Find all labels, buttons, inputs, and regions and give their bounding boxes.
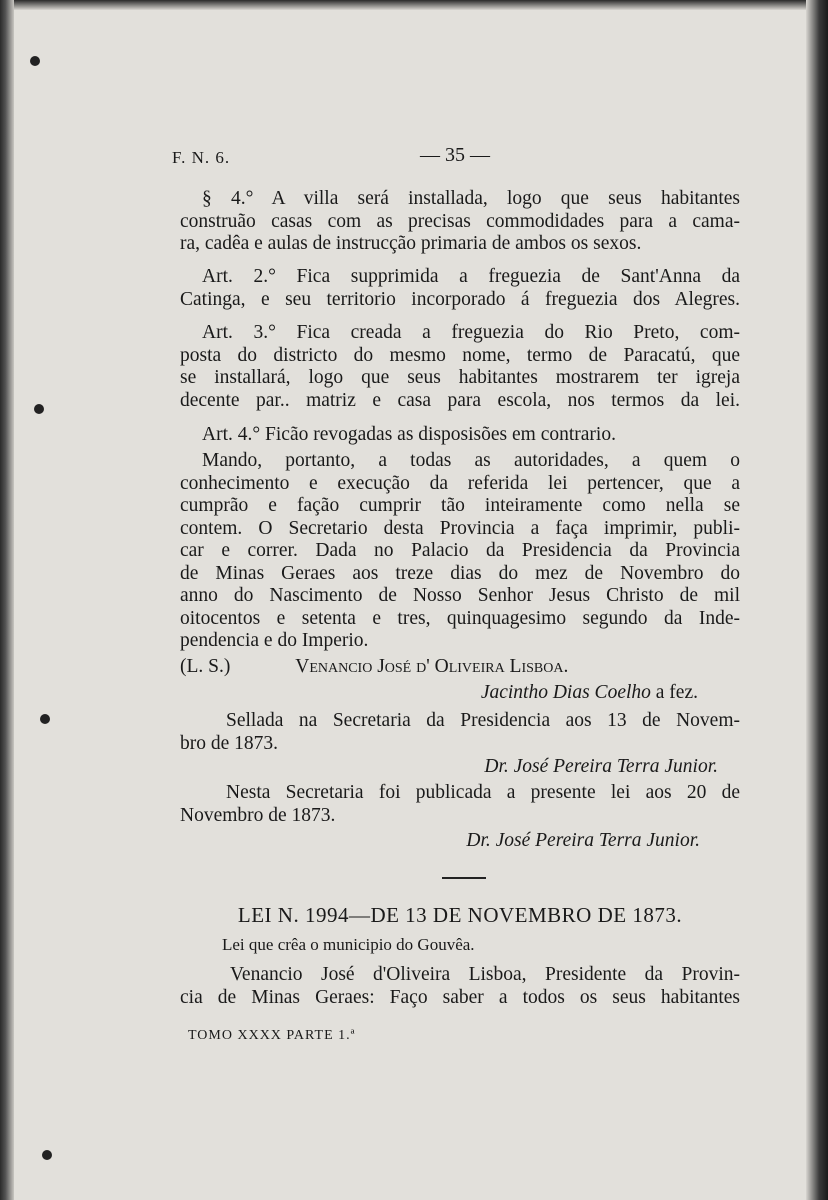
text-line: conhecimento e execução da referida lei pertencer, que a: [180, 472, 740, 494]
secretary-name: Dr. José Pereira Terra Junior.: [466, 830, 700, 851]
binding-hole: [40, 714, 50, 724]
text-line: oitocentos e setenta e tres, quinquagesimo segundo da Inde-: [180, 607, 740, 629]
text-line: Art. 3.° Fica creada a freguezia do Rio Preto, com-: [202, 322, 740, 343]
scribe-line: [180, 682, 740, 705]
secretary-signature-1: [180, 756, 740, 779]
text-line: cumprão e fação cumprir tão inteiramente como nella se: [180, 495, 740, 516]
seal-mark: (L. S.): [180, 656, 231, 677]
text-line: car e correr. Dada no Palacio da Presidencia da Provincia: [180, 540, 740, 561]
secretary-signature-2: [180, 830, 740, 853]
text-line: cia de Minas Geraes: Faço saber a todos os seus habitantes: [180, 986, 740, 1008]
text-line: contem. O Secretario desta Provincia a faça imprimir, publi-: [180, 517, 740, 539]
text-line: Art. 2.° Fica supprimida a freguezia de Sant'Anna da: [202, 266, 740, 287]
text-line: de Minas Geraes aos treze dias do mez de Novembro do: [180, 562, 740, 584]
text-line: posta do districto do mesmo nome, termo de Paracatú, que: [180, 344, 740, 366]
paragraph-mando: [180, 450, 740, 653]
binding-hole: [30, 56, 40, 66]
text-line: Art. 4.° Ficão revogadas as disposisões em contrario.: [202, 424, 616, 445]
signature-row: [180, 656, 740, 679]
text-line: decente par.. matriz e casa para escola, nos termos da lei.: [180, 389, 740, 411]
text-line: anno do Nascimento de Nosso Senhor Jesus Christo de mil: [180, 585, 740, 606]
paragraph-publicada: [180, 782, 740, 827]
section-divider: [442, 877, 486, 879]
text-line: bro de 1873.: [180, 732, 279, 754]
paragraph-article-4: [180, 424, 740, 447]
scribe-name: Jacintho Dias Coelho: [480, 682, 651, 703]
page-header-left: F. N. 6.: [172, 148, 231, 167]
scribe-row: [180, 682, 740, 705]
text-line: Catinga, e seu territorio incorporado á freguezia dos Alegres.: [180, 288, 740, 310]
law-subtitle: [180, 934, 740, 957]
paragraph-sellada: [180, 710, 740, 755]
text-line: Mando, portanto, a todas as autoridades, a quem o: [202, 450, 740, 471]
text-line: construão casas com as precisas commodidades para a cama-: [180, 210, 740, 232]
text-line: Nesta Secretaria foi publicada a presente lei aos 20 de: [226, 782, 740, 803]
scribe-suffix: a fez.: [650, 682, 698, 703]
page-edge-right: [806, 0, 828, 1200]
page-edge-left: [0, 0, 14, 1200]
paragraph-article-3: [180, 322, 740, 412]
law-title: LEI N. 1994—DE 13 DE NOVEMBRO DE 1873.: [237, 903, 683, 927]
page-footer: TOMO XXXX PARTE 1.ª: [188, 1028, 356, 1043]
page-number: — 35 —: [420, 144, 490, 166]
paragraph-section-4: [180, 188, 740, 256]
text-line: Sellada na Secretaria da Presidencia aos 13 de Novem-: [226, 710, 740, 731]
binding-hole: [34, 404, 44, 414]
text-line: Venancio José d'Oliveira Lisboa, Presidente da Provin-: [230, 964, 740, 985]
binding-hole: [42, 1150, 52, 1160]
text-line: pendencia e do Imperio.: [180, 630, 369, 651]
page-edge-top: [0, 0, 828, 10]
law-body: [180, 964, 740, 1009]
signatory-name: Venancio José d' Oliveira Lisboa.: [295, 656, 569, 677]
text-line: § 4.° A villa será installada, logo que seus habitantes: [202, 188, 740, 209]
text-line: ra, cadêa e aulas de instrucção primaria de ambos os sexos.: [180, 233, 642, 254]
paragraph-article-2: [180, 266, 740, 311]
law-subtitle-text: Lei que crêa o municipio do Gouvêa.: [222, 935, 475, 954]
secretary-name: Dr. José Pereira Terra Junior.: [484, 756, 718, 777]
text-line: se installará, logo que seus habitantes mostrarem ter igreja: [180, 367, 740, 388]
signature-line: [180, 656, 740, 679]
text-line: Novembro de 1873.: [180, 804, 336, 826]
